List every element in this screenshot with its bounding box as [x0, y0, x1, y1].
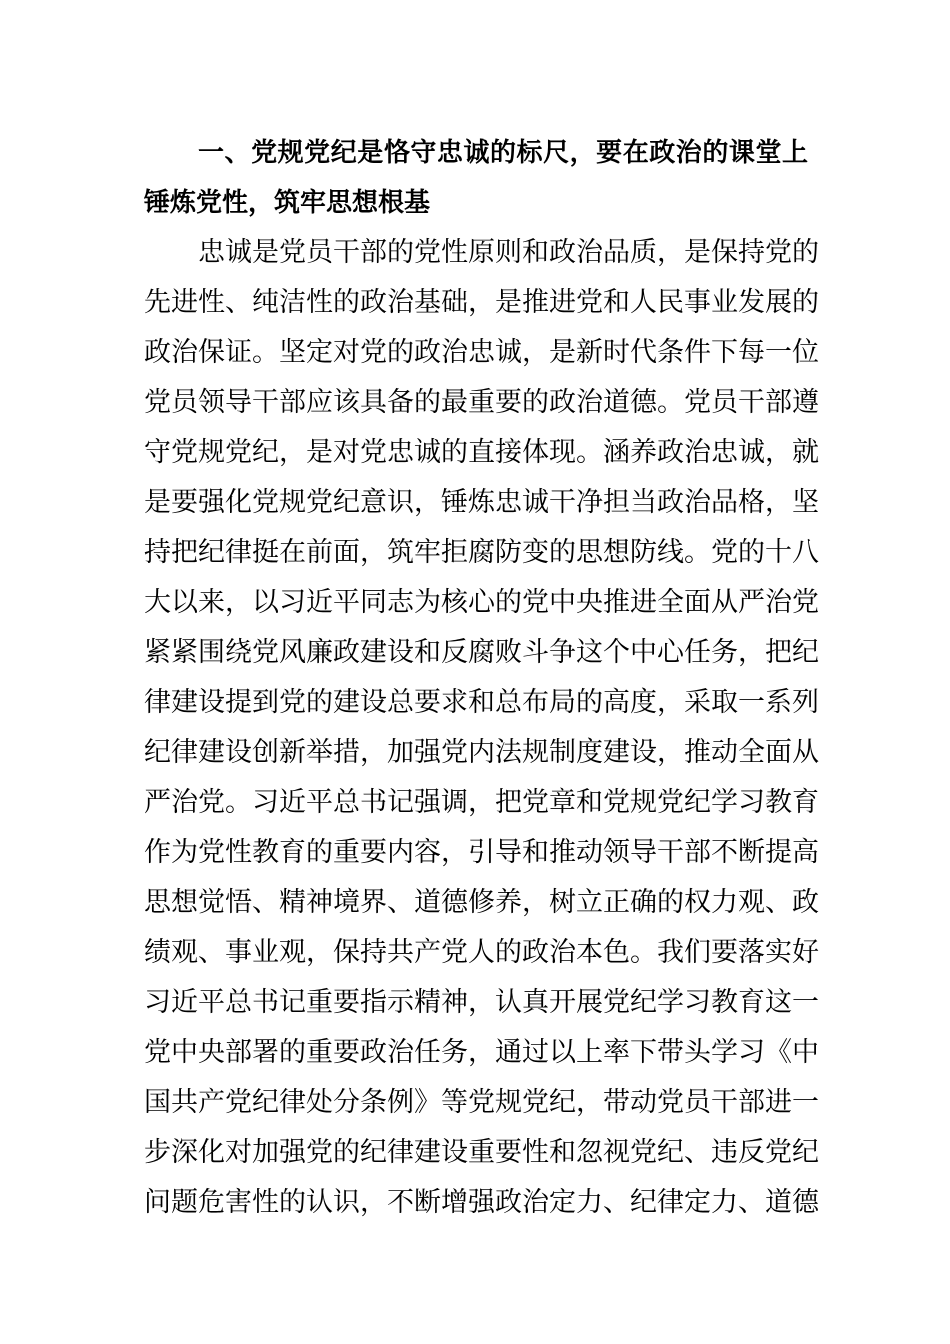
paragraph-line: 党员领导干部应该具备的最重要的政治道德。党员干部遵 [144, 387, 819, 418]
heading-line: 一、党规党纪是恪守忠诚的标尺，要在政治的课堂上 [198, 138, 808, 168]
paragraph-line: 忠诚是党员干部的党性原则和政治品质，是保持党的 [198, 237, 819, 268]
paragraph-line: 律建设提到党的建设总要求和总布局的高度，采取一系列 [144, 687, 819, 718]
document-content [144, 128, 819, 1228]
section-heading [144, 128, 808, 228]
paragraph-line: 持把纪律挺在前面，筑牢拒腐防变的思想防线。党的十八 [144, 537, 819, 568]
paragraph-line: 党中央部署的重要政治任务，通过以上率下带头学习《中 [144, 1037, 819, 1068]
paragraph-line: 问题危害性的认识，不断增强政治定力、纪律定力、道德 [144, 1187, 819, 1218]
paragraph-line: 守党规党纪，是对党忠诚的直接体现。涵养政治忠诚，就 [144, 437, 819, 468]
paragraph-line: 大以来，以习近平同志为核心的党中央推进全面从严治党 [144, 587, 819, 618]
paragraph-line: 国共产党纪律处分条例》等党规党纪，带动党员干部进一 [144, 1087, 819, 1118]
paragraph-line: 步深化对加强党的纪律建设重要性和忽视党纪、违反党纪 [144, 1137, 819, 1168]
heading-line: 锤炼党性，筑牢思想根基 [144, 188, 431, 218]
paragraph-line: 严治党。习近平总书记强调，把党章和党规党纪学习教育 [144, 787, 819, 818]
paragraph-line: 作为党性教育的重要内容，引导和推动领导干部不断提高 [144, 837, 819, 868]
paragraph-line: 绩观、事业观，保持共产党人的政治本色。我们要落实好 [144, 937, 819, 968]
paragraph-line: 纪律建设创新举措，加强党内法规制度建设，推动全面从 [144, 737, 819, 768]
paragraph-line: 习近平总书记重要指示精神，认真开展党纪学习教育这一 [144, 987, 819, 1018]
paragraph-line: 紧紧围绕党风廉政建设和反腐败斗争这个中心任务，把纪 [144, 637, 819, 668]
body-paragraph [144, 228, 819, 1228]
paragraph-line: 是要强化党规党纪意识，锤炼忠诚干净担当政治品格，坚 [144, 487, 819, 518]
paragraph-line: 政治保证。坚定对党的政治忠诚，是新时代条件下每一位 [144, 337, 819, 368]
paragraph-line: 先进性、纯洁性的政治基础，是推进党和人民事业发展的 [144, 287, 819, 318]
paragraph-line: 思想觉悟、精神境界、道德修养，树立正确的权力观、政 [144, 887, 819, 918]
